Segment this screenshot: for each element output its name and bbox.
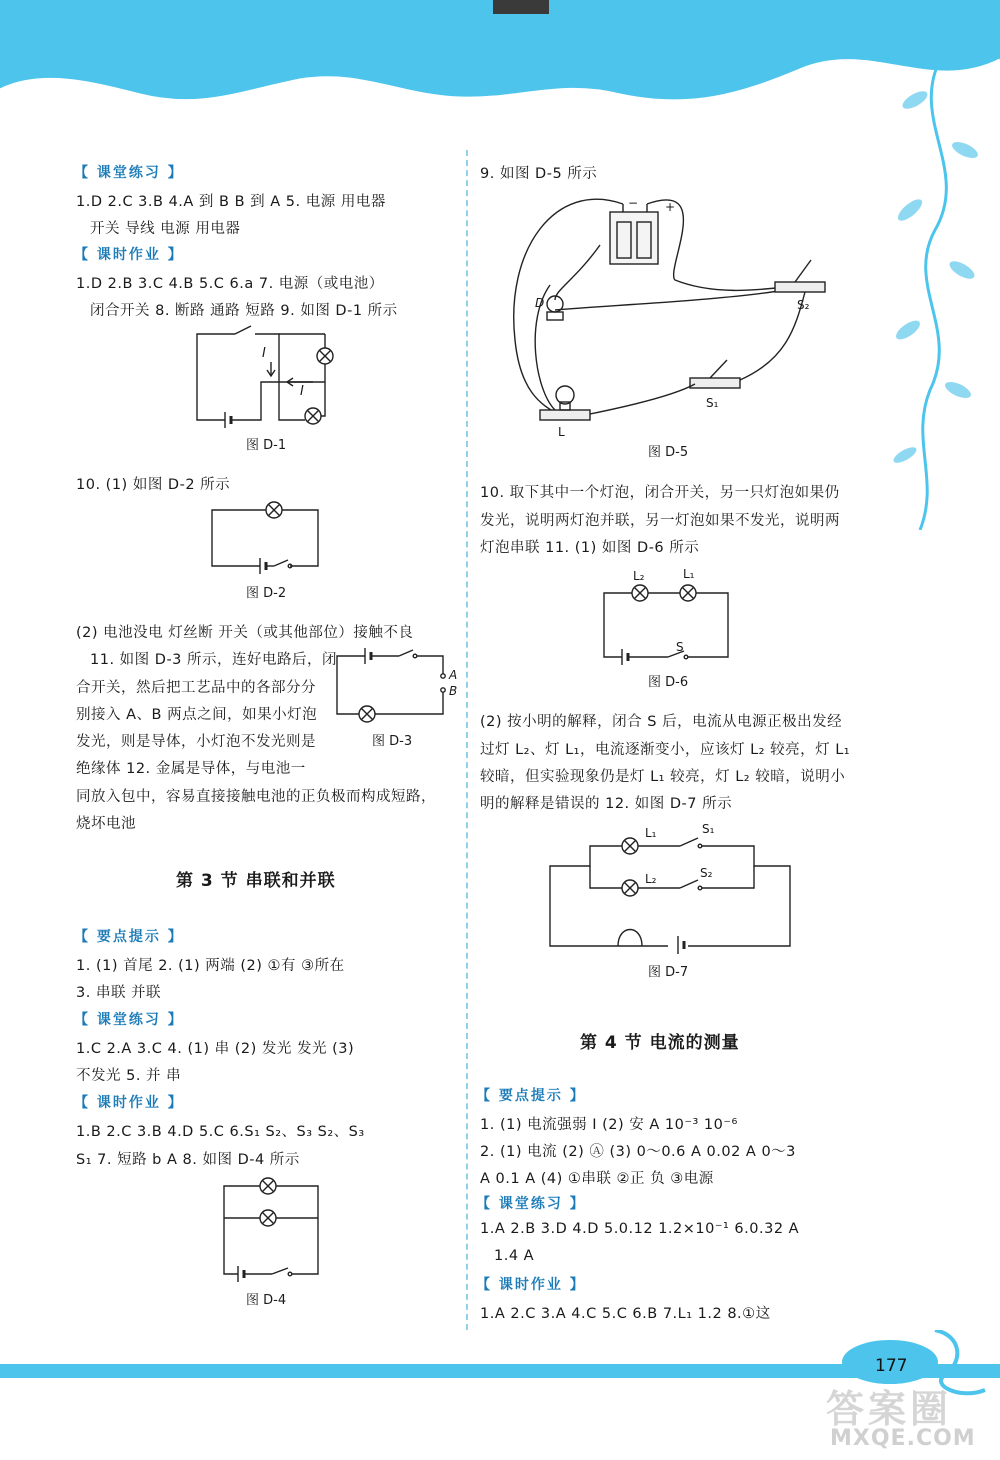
answer-line: 3. 串联 并联 <box>76 985 162 1001</box>
label-l1: L₁ <box>645 826 657 840</box>
section-tag-homework: 【 课时作业 】 <box>476 1277 586 1293</box>
label-l1: L₁ <box>683 567 695 581</box>
column-divider <box>466 150 468 1330</box>
answer-line: 9. 如图 D-5 所示 <box>480 166 598 182</box>
answer-line: 合开关，然后把工艺品中的各部分分 <box>76 680 316 696</box>
answer-line: 1. (1) 首尾 2. (1) 两端 (2) ①有 ③所在 <box>76 958 345 974</box>
watermark-logo: 答案圈 <box>826 1387 953 1431</box>
answer-line: 发光，则是导体，小灯泡不发光则是 <box>76 734 316 750</box>
answer-line: 2. (1) 电流 (2) Ⓐ (3) 0～0.6 A 0.02 A 0～3 <box>480 1144 796 1160</box>
answer-line: 开关 导线 电源 用电器 <box>90 221 241 237</box>
answer-line: 灯泡串联 11. (1) 如图 D-6 所示 <box>480 540 700 556</box>
watermark-url: MXQE.COM <box>830 1426 976 1451</box>
page-number: 177 <box>875 1356 908 1376</box>
answer-line: A 0.1 A (4) ①串联 ②正 负 ③电源 <box>480 1171 714 1187</box>
figure-caption-d1: 图 D-1 <box>246 438 287 453</box>
answer-line: 1.4 A <box>494 1248 535 1264</box>
circuit-diagram-d5 <box>495 190 845 440</box>
current-label: I <box>262 346 266 361</box>
label-l: L <box>558 425 565 439</box>
answer-line: 1.B 2.C 3.B 4.D 5.C 6.S₁ S₂、S₃ S₂、S₃ <box>76 1124 365 1140</box>
section-tag-homework: 【 课时作业 】 <box>74 1095 184 1111</box>
section-heading-3: 第 3 节 串联和并联 <box>176 871 336 891</box>
answer-line: 同放入包中，容易直接接触电池的正负极而构成短路， <box>76 789 436 805</box>
circuit-diagram-d6 <box>602 585 732 665</box>
section-tag-homework: 【 课时作业 】 <box>74 247 184 263</box>
figure-caption-d4: 图 D-4 <box>246 1293 287 1308</box>
section-tag-class-practice: 【 课堂练习 】 <box>476 1196 586 1212</box>
circuit-diagram-d4 <box>222 1178 322 1283</box>
label-s1: S₁ <box>706 396 719 410</box>
circuit-diagram-d3 <box>335 650 450 725</box>
circuit-diagram-d2 <box>210 500 322 575</box>
answer-line: 1.A 2.B 3.D 4.D 5.0.12 1.2×10⁻¹ 6.0.32 A <box>480 1221 800 1237</box>
label-s2: S₂ <box>700 866 713 880</box>
answer-line: 不发光 5. 并 串 <box>76 1068 182 1084</box>
label-l2: L₂ <box>645 872 657 886</box>
answer-line: (2) 按小明的解释，闭合 S 后，电流从电源正极出发经 <box>480 714 843 730</box>
circuit-diagram-d7 <box>548 836 793 956</box>
answer-line: 烧坏电池 <box>76 816 136 832</box>
point-label-b: B <box>449 684 458 698</box>
top-wave-decoration <box>0 0 1000 120</box>
answer-line: 10. 取下其中一个灯泡，闭合开关，另一只灯泡如果仍 <box>480 485 840 501</box>
label-s: S <box>676 640 684 654</box>
figure-caption-d7: 图 D-7 <box>648 965 689 980</box>
current-label: I <box>300 384 304 399</box>
answer-line: 别接入 A、B 两点之间，如果小灯泡 <box>76 707 318 723</box>
answer-line: 明的解释是错误的 12. 如图 D-7 所示 <box>480 796 733 812</box>
label-battery-plus: + <box>665 200 676 214</box>
label-l2: L₂ <box>633 569 645 583</box>
point-label-a: A <box>449 668 458 682</box>
section-tag-class-practice: 【 课堂练习 】 <box>74 165 184 181</box>
answer-line: 过灯 L₂、灯 L₁，电流逐渐变小，应该灯 L₂ 较亮，灯 L₁ <box>480 742 851 758</box>
answer-line: 绝缘体 12. 金属是导体，与电池一 <box>76 761 306 777</box>
answer-line: (2) 电池没电 灯丝断 开关（或其他部位）接触不良 <box>76 625 414 641</box>
answer-line: 1.A 2.C 3.A 4.C 5.C 6.B 7.L₁ 1.2 8.①这 <box>480 1306 771 1322</box>
answer-line: 1. (1) 电流强弱 I (2) 安 A 10⁻³ 10⁻⁶ <box>480 1117 738 1133</box>
figure-caption-d6: 图 D-6 <box>648 675 689 690</box>
label-d: D <box>535 296 545 310</box>
answer-line: 闭合开关 8. 断路 通路 短路 9. 如图 D-1 所示 <box>90 303 398 319</box>
answer-line: S₁ 7. 短路 b A 8. 如图 D-4 所示 <box>76 1152 300 1168</box>
answer-line: 1.D 2.B 3.C 4.B 5.C 6.a 7. 电源（或电池） <box>76 276 384 292</box>
vine-decoration <box>880 60 1000 530</box>
answer-line: 较暗，但实验现象仍是灯 L₁ 较亮，灯 L₂ 较暗，说明小 <box>480 769 846 785</box>
figure-caption-d5: 图 D-5 <box>648 445 689 460</box>
section-tag-key-points: 【 要点提示 】 <box>74 929 184 945</box>
label-battery-minus: − <box>628 196 639 210</box>
section-heading-4: 第 4 节 电流的测量 <box>580 1033 740 1053</box>
section-tag-class-practice: 【 课堂练习 】 <box>74 1012 184 1028</box>
label-s1: S₁ <box>702 822 715 836</box>
answer-line: 1.D 2.C 3.B 4.A 到 B B 到 A 5. 电源 用电器 <box>76 194 386 210</box>
answer-line: 1.C 2.A 3.C 4. (1) 串 (2) 发光 发光 (3) <box>76 1041 355 1057</box>
figure-caption-d3: 图 D-3 <box>372 734 413 749</box>
answer-line: 11. 如图 D-3 所示，连好电路后，闭 <box>90 652 338 668</box>
answer-line: 10. (1) 如图 D-2 所示 <box>76 477 231 493</box>
section-tag-key-points: 【 要点提示 】 <box>476 1088 586 1104</box>
figure-caption-d2: 图 D-2 <box>246 586 287 601</box>
label-s2: S₂ <box>797 298 810 312</box>
answer-line: 发光，说明两灯泡并联，另一灯泡如果不发光，说明两 <box>480 513 840 529</box>
